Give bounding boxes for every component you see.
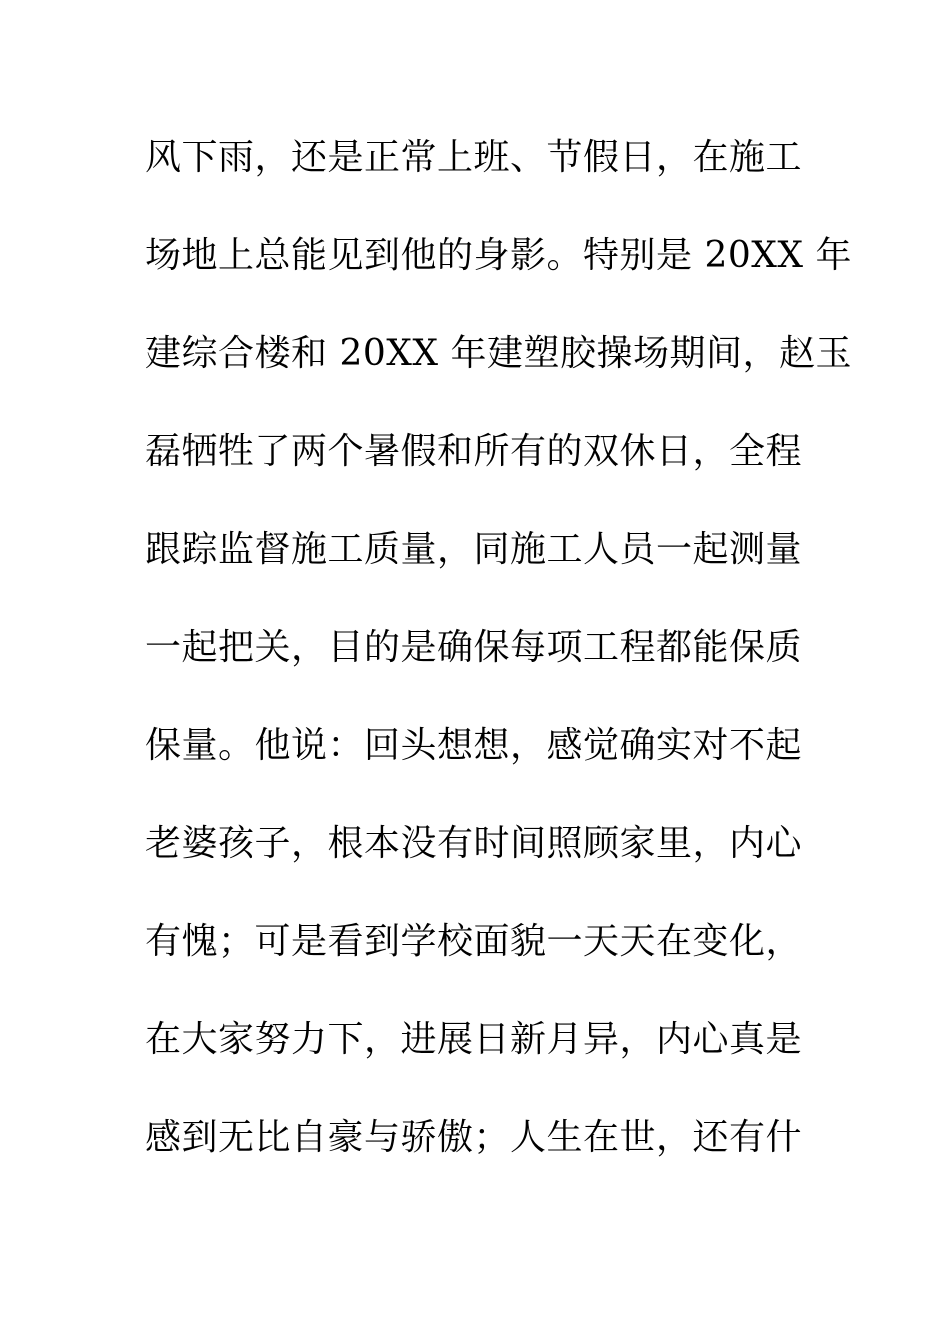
text-line: 有愧；可是看到学校面貌一天天在变化，	[145, 921, 803, 962]
text-line: 风下雨，还是正常上班、节假日，在施工	[145, 137, 803, 178]
text-line: 在大家努力下，进展日新月异，内心真是	[145, 1019, 803, 1060]
text-line: 一起把关，目的是确保每项工程都能保质	[145, 627, 803, 668]
text-line: 感到无比自豪与骄傲；人生在世，还有什	[145, 1117, 803, 1158]
text-line: 老婆孩子，根本没有时间照顾家里，内心	[145, 823, 803, 864]
text-line: 建综合楼和 20XX 年建塑胶操场期间，赵玉	[145, 333, 852, 374]
text-line: 场地上总能见到他的身影。特别是 20XX 年	[145, 235, 852, 276]
text-line: 跟踪监督施工质量，同施工人员一起测量	[145, 529, 803, 570]
text-line: 保量。他说：回头想想，感觉确实对不起	[145, 725, 803, 766]
text-line: 磊牺牲了两个暑假和所有的双休日，全程	[145, 431, 803, 472]
body-text	[145, 128, 852, 1206]
